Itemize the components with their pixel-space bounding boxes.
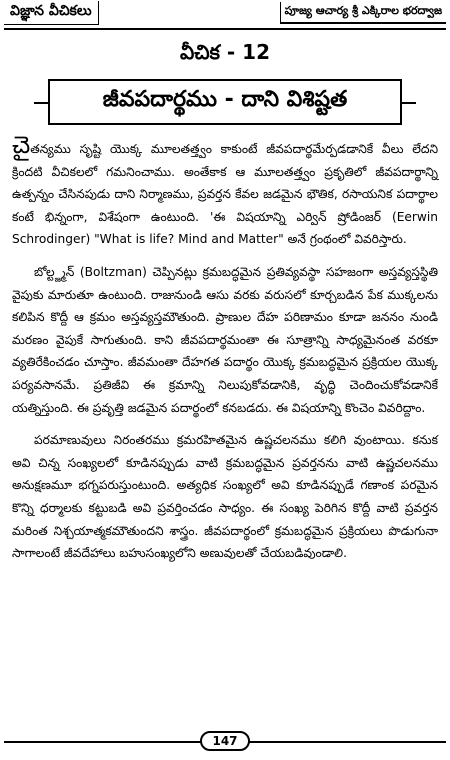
chapter-title: జీవపదార్థము - దాని విశిష్టత bbox=[48, 79, 402, 125]
running-header bbox=[0, 0, 450, 26]
paragraph-1-text: తన్యము సృష్టి యొక్క మూలతత్త్వం కాకుంటే జీవపదార్థమేర్పడడానికే వీలు లేదని క్రిందటి వీచికలలో గమనించాము. అంతేకాక ఆ మూలతత్త్వం ప్రకృతిలో జీవపదార్థాన్ని ఉత్పన్నం చేసినపుడు దాని నిర్మాణము, ప్రవర్తన కేవల జడమైన భౌతిక, రసాయనిక పదార్థాల కంటే భిన్నంగా, విశేషంగా ఉంటుంది. 'ఈ విషయాన్ని ఎర్విన్ ష్రోడింజర్ (Eerwin Schrodinger) "What is life? Mind and Matter" అనే గ్రంథంలో వివరిస్తారు. bbox=[12, 142, 438, 247]
paragraph-3: పరమాణువులు నిరంతరము క్రమరహితమైన ఉష్ణచలనము కలిగి వుంటాయి. కనుక అవి చిన్న సంఖ్యలలో కూడినప్పుడు వాటి క్రమబద్ధమైన ప్రవర్తనను వాటి ఉష్ణచలనము అనుక్షణమూ భగ్నపరుస్తుంటుంది. అత్యధిక సంఖ్యలో అవి కూడినప్పుడే గణాంక పరమైన కొన్ని ధర్మాలకు కట్టుబడి అవి ప్రవర్తించడం సాధ్యం. ఈ సంఖ్య పెరిగిన కొద్దీ వాటి ప్రవర్తన మరింత నిశ్చయాత్మకమౌతుందని శాస్త్రం. జీవపదార్థంలో క్రమబద్ధమైన ప్రక్రియలు పొడుగునా సాగాలంటే జీవదేహాలు బహుసంఖ్యలోని అణువులతో చేయబడివుండాలి. bbox=[12, 433, 438, 561]
header-divider bbox=[4, 28, 446, 30]
body-text bbox=[12, 131, 438, 575]
author-name: పూజ్య ఆచార్య శ్రీ ఎక్కిరాల భరద్వాజ bbox=[280, 2, 446, 24]
page-number: 147 bbox=[200, 731, 249, 751]
page-number-badge bbox=[0, 730, 450, 751]
drop-cap: చై bbox=[12, 131, 31, 159]
paragraph-2: బోల్ట్జ్మన్ (Boltzman) చెప్పినట్లు క్రమబద్ధమైన ప్రతివ్యవస్థా సహజంగా అస్తవ్యస్తస్థితి వైపుకు మారుతూ ఉంటుంది. రాజునుండి ఆసు వరకు వరుసలో కూర్చబడిన పేక ముక్కలను కలిపిన కొద్దీ ఆ క్రమం అస్తవ్యస్తమౌతుంది. ప్రాణుల దేహ పరిణామం కూడా జననం నుండి మరణం వైపుకే సాగుతుంది. కాని జీవపదార్థమంతా ఈ సూత్రాన్ని సాధ్యమైనంత వరకూ వ్యతిరేకించడం చూస్తాం. జీవమంతా దేహగత పదార్థం యొక్క క్రమబద్ధమైన ప్రక్రియల యొక్క పర్యవసానమే. ప్రతిజీవి ఈ క్రమాన్ని నిలుపుకోవడానికి, వృద్ధి చెందించుకోవడానికే యత్నిస్తుంది. ఈ ప్రవృత్తి జడమైన పదార్థంలో కనబడదు. ఈ విషయాన్ని కొంచెం వివరిద్దాం. bbox=[12, 264, 438, 415]
paragraph-1 bbox=[12, 131, 438, 251]
book-title: విజ్ఞాన వీచికలు bbox=[4, 1, 99, 25]
chapter-number: వీచిక - 12 bbox=[179, 40, 271, 64]
